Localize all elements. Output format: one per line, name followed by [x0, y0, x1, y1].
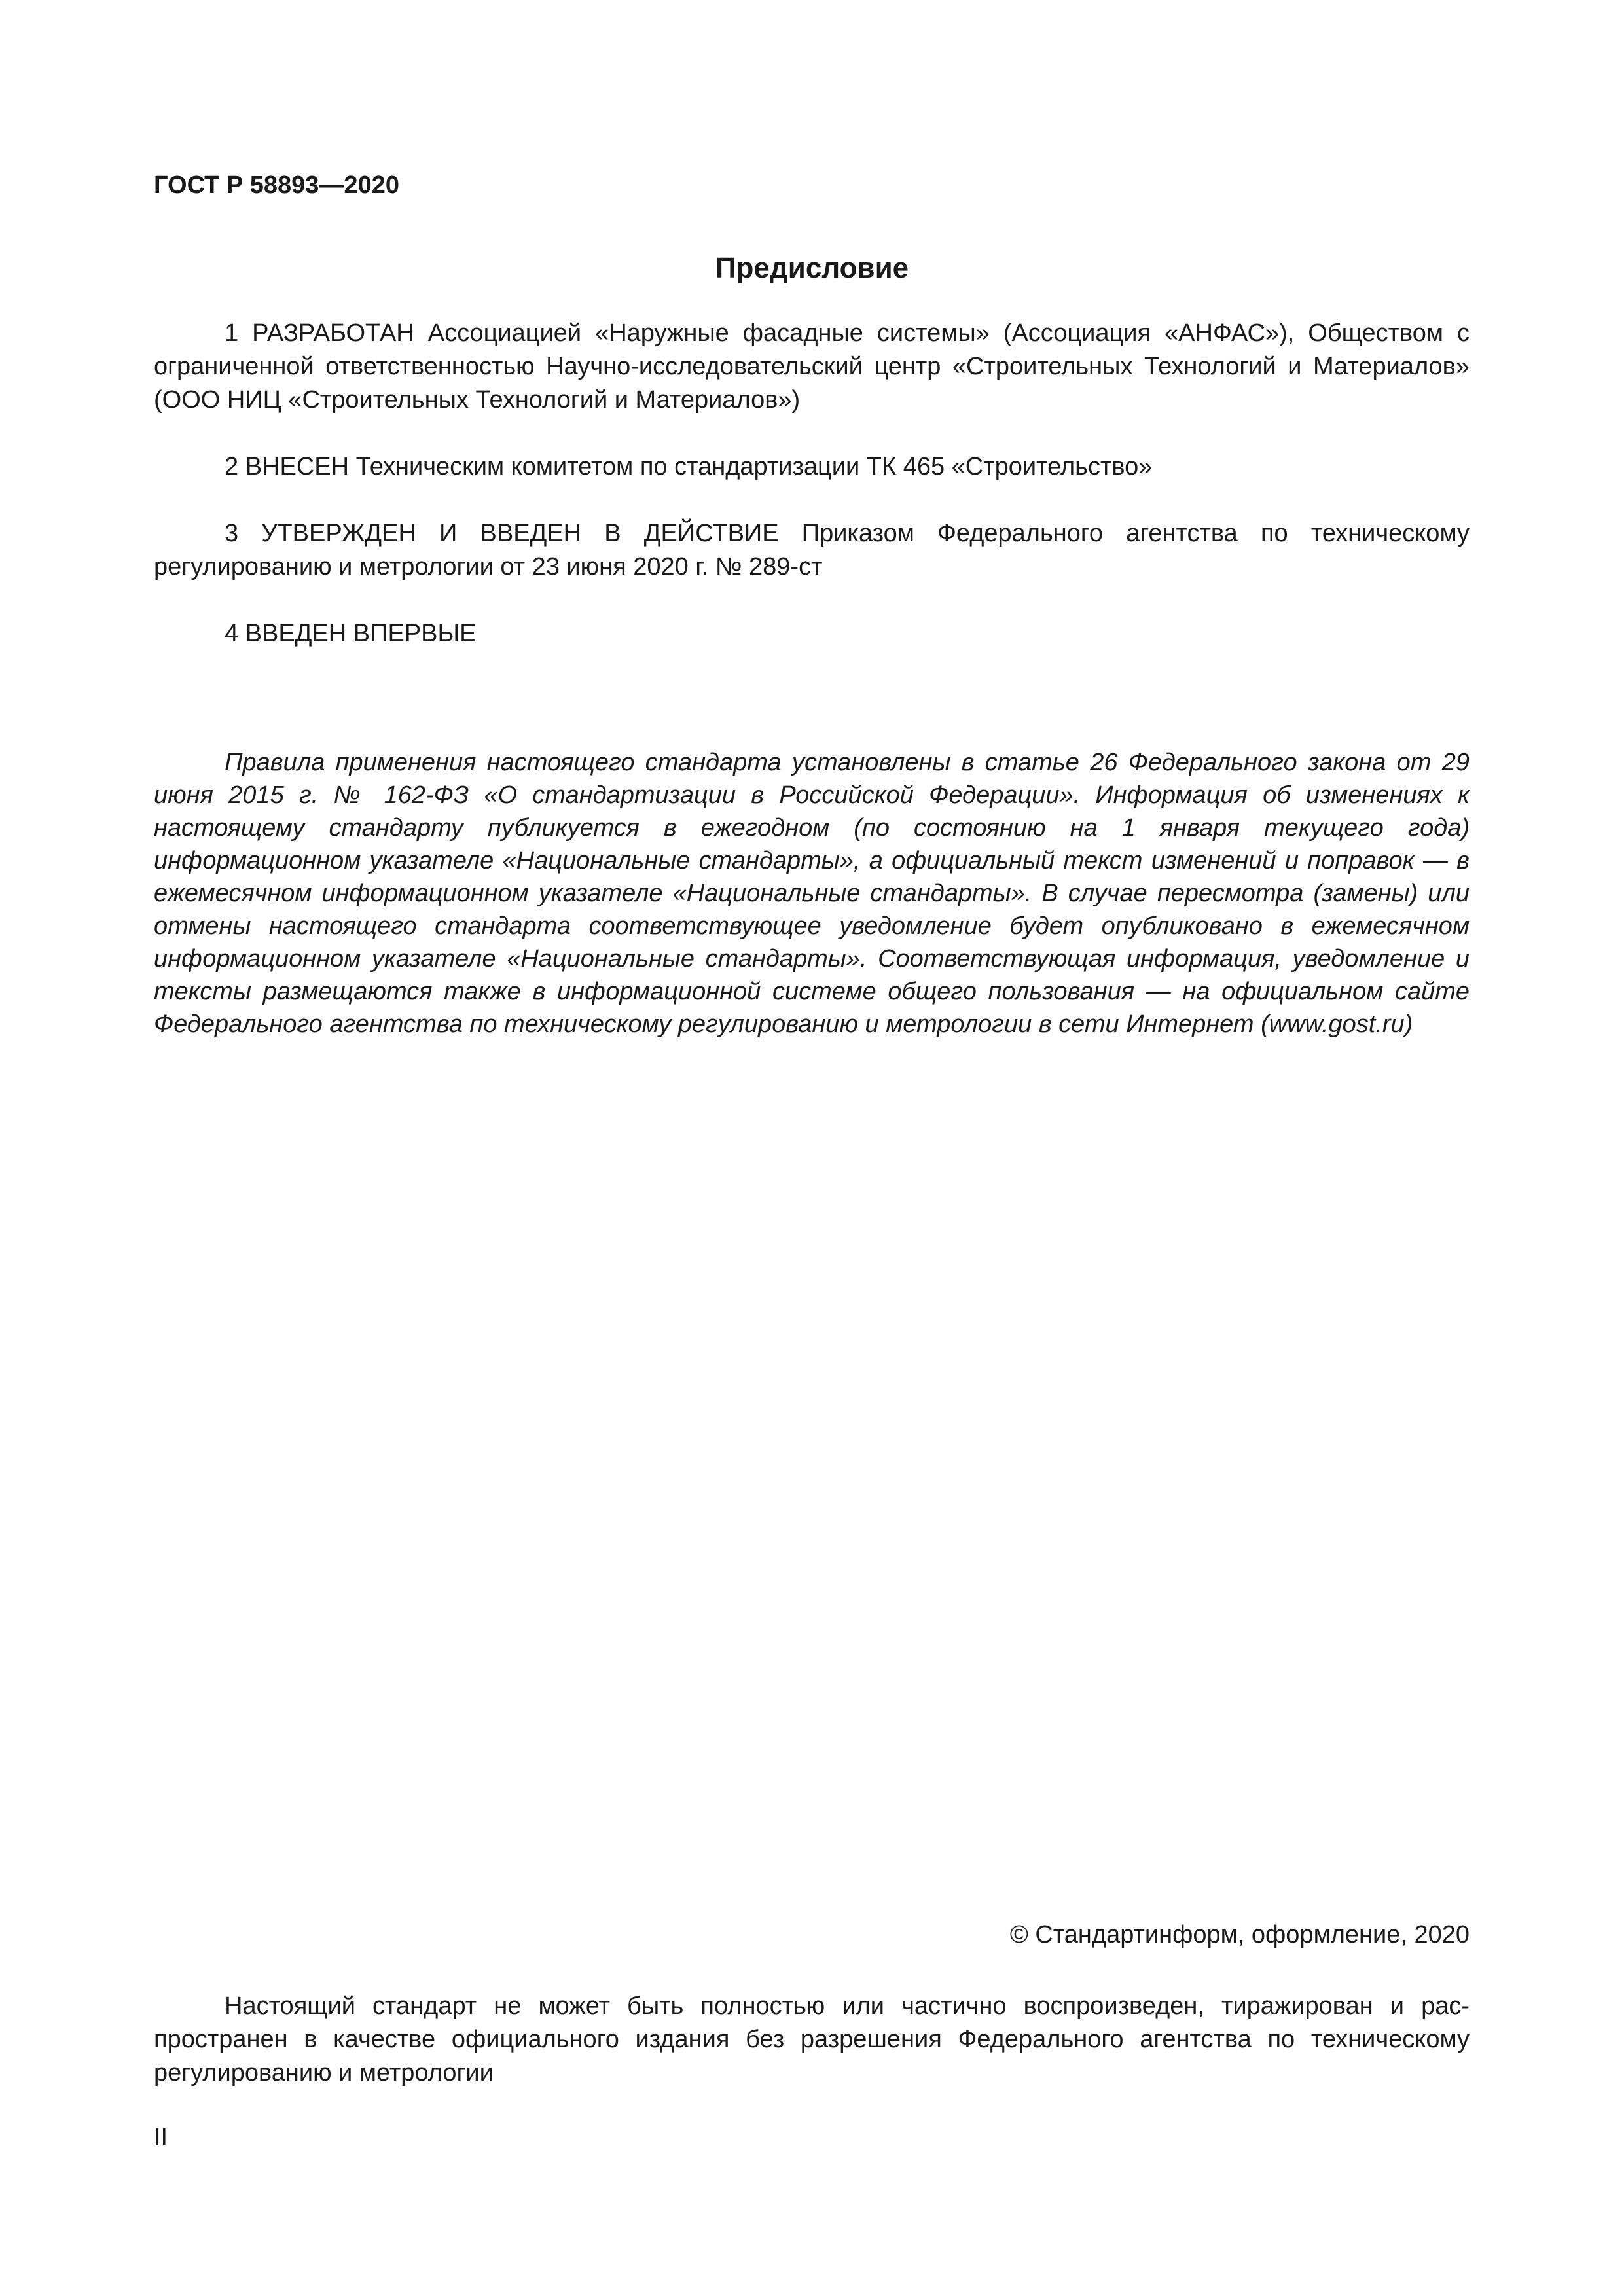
preface-item-4: 4 ВВЕДЕН ВПЕРВЫЕ — [225, 620, 477, 647]
preface-item-2: 2 ВНЕСЕН Техническим комитетом по стандартизации ТК 465 «Строительство» — [225, 453, 1153, 480]
preface-item-3: 3 УТВЕРЖДЕН И ВВЕДЕН В ДЕЙСТВИЕ Приказом Федерального агентства по техническому регулированию и метрологии от 23 июня 2020 г. № 289-ст — [154, 520, 1470, 581]
preface-item-1: 1 РАЗРАБОТАН Ассоциацией «Наружные фасадные системы» (Ассоциация «АНФАС»), Обществом с ограниченной ответственностью Научно-исследовательский центр «Строительных Технологий и Материалов» (ООО НИЦ «Строительных Технологий и Материалов») — [154, 319, 1470, 414]
copyright-line: © Стандартинформ, оформление, 2020 — [1009, 1921, 1470, 1948]
standard-id: ГОСТ Р 58893—2020 — [154, 171, 399, 199]
page-number: II — [154, 2124, 168, 2151]
application-note: Правила применения настоящего стандарта установлены в статье 26 Федерального закона от 29 июня 2015 г. № 162-ФЗ «О стандартизации в Российской Федерации». Информация об изменениях к настоящему стандарту публикуется в ежегодном (по состоянию на 1 января текущего года) информационном указателе «Национальные стандарты», а официальный текст изменений и поправок — в ежемесячном информационном указателе «Национальные стандарты». В случае пересмотра (замены) или отмены настоящего стандарта соответствующее уведомление будет опубликовано в ежемесячном информационном указателе «Национальные стандарты». Соответствующая информация, уведомление и тексты размещаются также в информационной системе общего пользования — на официальном сайте Федерального агентства по техническому регулированию и метрологии в сети Интернет (www.gost.ru) — [154, 749, 1470, 1038]
page-title: Предисловие — [715, 252, 909, 284]
legal-notice: Настоящий стандарт не может быть полностью или частично воспроизведен, тиражирован и распространен в качестве официального издания без разрешения Федерального агентства по техническому регулированию и метрологии — [154, 1992, 1470, 2087]
